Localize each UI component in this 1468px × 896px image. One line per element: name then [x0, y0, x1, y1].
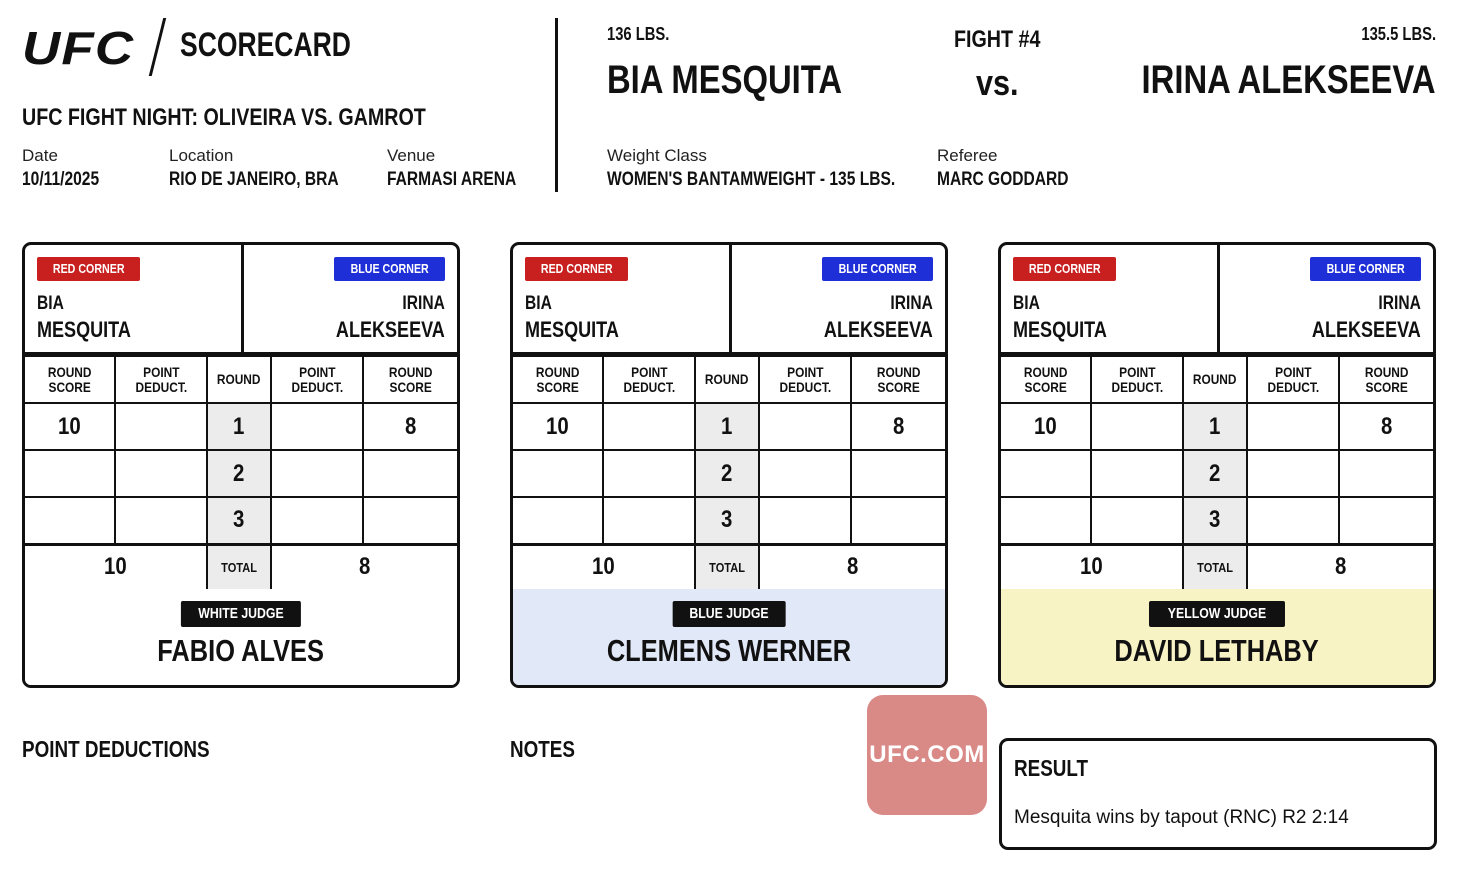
logo-slash-divider [149, 18, 166, 76]
red-round-score: 10 [1001, 403, 1091, 450]
red-total-score: 10 [1001, 544, 1183, 590]
red-corner-first-name: BIA [525, 293, 552, 314]
red-point-deduction [603, 450, 695, 497]
venue-label: Venue [387, 146, 436, 165]
round-number: 1 [695, 403, 759, 450]
red-round-score-header: ROUND SCORE [1001, 356, 1091, 403]
watermark-text: UFC.COM [869, 741, 985, 768]
red-round-score [1001, 450, 1091, 497]
ufc-scorecard-logo [22, 18, 351, 78]
red-point-deduction [603, 403, 695, 450]
notes-title: NOTES [510, 736, 575, 762]
red-corner-last-name: MESQUITA [525, 317, 619, 342]
red-point-deduction [115, 450, 207, 497]
score-table [25, 355, 457, 592]
score-header-row [25, 356, 457, 403]
red-corner-first-name: BIA [1013, 293, 1040, 314]
venue-value: FARMASI ARENA [387, 169, 517, 190]
result-title: RESULT [1014, 755, 1089, 781]
red-point-deduct-header: POINT DEDUCT. [1091, 356, 1183, 403]
blue-corner-last-name: ALEKSEEVA [824, 317, 933, 342]
round-number: 2 [695, 450, 759, 497]
blue-fighter-weight: 135.5 LBS. [1361, 24, 1436, 44]
red-point-deduct-header: POINT DEDUCT. [115, 356, 207, 403]
event-name: UFC FIGHT NIGHT: OLIVEIRA VS. GAMROT [22, 104, 426, 131]
total-label: TOTAL [1183, 544, 1247, 590]
red-round-score: 10 [25, 403, 115, 450]
red-corner-last-name: MESQUITA [1013, 317, 1107, 342]
blue-point-deduction [271, 450, 363, 497]
red-point-deduction [115, 403, 207, 450]
blue-point-deduction [271, 497, 363, 544]
blue-round-score [851, 450, 945, 497]
weight-class-label: Weight Class [607, 146, 707, 165]
blue-total-score: 8 [1247, 544, 1433, 590]
red-round-score-header: ROUND SCORE [513, 356, 603, 403]
blue-round-score: 8 [851, 403, 945, 450]
blue-point-deduct-header: POINT DEDUCT. [1247, 356, 1339, 403]
round-row [25, 450, 457, 497]
red-corner-fighter [525, 291, 619, 343]
score-table [1001, 355, 1433, 592]
blue-round-score-header: ROUND SCORE [1339, 356, 1433, 403]
blue-corner-last-name: ALEKSEEVA [1312, 317, 1421, 342]
scorecard-title: SCORECARD [180, 26, 351, 64]
round-row [25, 403, 457, 450]
blue-corner-first-name: IRINA [890, 293, 933, 314]
judge-name: CLEMENS WERNER [606, 633, 852, 668]
blue-point-deduct-header: POINT DEDUCT. [759, 356, 851, 403]
red-point-deduction [1091, 450, 1183, 497]
total-label: TOTAL [695, 544, 759, 590]
round-header: ROUND [1183, 356, 1247, 403]
result-text: Mesquita wins by tapout (RNC) R2 2:14 [1014, 807, 1349, 828]
blue-corner-first-name: IRINA [402, 293, 445, 314]
date-value: 10/11/2025 [22, 169, 100, 190]
red-total-score: 10 [513, 544, 695, 590]
red-round-score: 10 [513, 403, 603, 450]
red-corner-last-name: MESQUITA [37, 317, 131, 342]
red-point-deduct-header: POINT DEDUCT. [603, 356, 695, 403]
blue-round-score [363, 450, 457, 497]
date-label: Date [22, 146, 58, 165]
round-row [1001, 403, 1433, 450]
red-corner-badge: RED CORNER [525, 257, 628, 281]
blue-point-deduction [759, 497, 851, 544]
round-row [1001, 450, 1433, 497]
total-row [25, 544, 457, 590]
round-number: 3 [207, 497, 271, 544]
red-round-score [1001, 497, 1091, 544]
referee-value: MARC GODDARD [937, 169, 1069, 190]
judge-label-badge: BLUE JUDGE [673, 601, 786, 627]
blue-round-score-header: ROUND SCORE [363, 356, 457, 403]
header-divider [555, 18, 558, 192]
blue-round-score [1339, 497, 1433, 544]
ufc-logo-text: UFC [22, 22, 135, 74]
red-corner-badge: RED CORNER [1013, 257, 1116, 281]
score-table [513, 355, 945, 592]
blue-corner-fighter [824, 291, 933, 343]
judge-label-badge: YELLOW JUDGE [1149, 601, 1285, 627]
corner-header [25, 245, 457, 355]
blue-round-score-header: ROUND SCORE [851, 356, 945, 403]
blue-point-deduction [759, 450, 851, 497]
result-box [999, 738, 1437, 850]
location-label: Location [169, 146, 234, 165]
blue-point-deduction [759, 403, 851, 450]
score-header-row [513, 356, 945, 403]
fight-number: FIGHT #4 [954, 26, 1041, 53]
judge-footer [1001, 589, 1433, 685]
red-corner-first-name: BIA [37, 293, 64, 314]
point-deductions-title: POINT DEDUCTIONS [22, 736, 210, 762]
corner-split [1217, 245, 1220, 352]
round-row [1001, 497, 1433, 544]
corner-header [1001, 245, 1433, 355]
red-point-deduction [1091, 403, 1183, 450]
blue-round-score: 8 [363, 403, 457, 450]
referee-label: Referee [937, 146, 998, 165]
blue-point-deduct-header: POINT DEDUCT. [271, 356, 363, 403]
red-fighter-name: BIA MESQUITA [607, 58, 843, 102]
judge-name: FABIO ALVES [157, 633, 325, 668]
round-row [513, 403, 945, 450]
weight-class-value: WOMEN'S BANTAMWEIGHT - 135 LBS. [607, 169, 896, 190]
blue-round-score [851, 497, 945, 544]
corner-header [513, 245, 945, 355]
blue-corner-first-name: IRINA [1378, 293, 1421, 314]
round-number: 2 [1183, 450, 1247, 497]
judge-footer [513, 589, 945, 685]
judge-label-badge: WHITE JUDGE [181, 601, 301, 627]
round-header: ROUND [695, 356, 759, 403]
red-round-score [513, 497, 603, 544]
red-round-score [513, 450, 603, 497]
blue-corner-badge: BLUE CORNER [822, 257, 933, 281]
blue-total-score: 8 [271, 544, 457, 590]
judge-scorecard-white [22, 242, 460, 688]
blue-round-score: 8 [1339, 403, 1433, 450]
red-fighter-weight: 136 LBS. [607, 24, 670, 44]
judge-scorecard-blue [510, 242, 948, 688]
judge-footer [25, 589, 457, 685]
round-number: 2 [207, 450, 271, 497]
round-row [513, 497, 945, 544]
red-point-deduction [115, 497, 207, 544]
blue-round-score [363, 497, 457, 544]
location-value: RIO DE JANEIRO, BRA [169, 169, 339, 190]
corner-split [729, 245, 732, 352]
red-round-score [25, 497, 115, 544]
versus-label: vs. [976, 62, 1019, 103]
round-number: 3 [1183, 497, 1247, 544]
blue-corner-badge: BLUE CORNER [1310, 257, 1421, 281]
ufc-com-watermark [867, 695, 987, 815]
red-corner-badge: RED CORNER [37, 257, 140, 281]
total-row [1001, 544, 1433, 590]
round-number: 1 [207, 403, 271, 450]
red-round-score-header: ROUND SCORE [25, 356, 115, 403]
blue-fighter-name: IRINA ALEKSEEVA [1141, 58, 1436, 102]
round-number: 3 [695, 497, 759, 544]
blue-point-deduction [1247, 497, 1339, 544]
round-row [25, 497, 457, 544]
blue-point-deduction [271, 403, 363, 450]
blue-point-deduction [1247, 403, 1339, 450]
blue-point-deduction [1247, 450, 1339, 497]
corner-split [241, 245, 244, 352]
red-corner-fighter [1013, 291, 1107, 343]
blue-corner-badge: BLUE CORNER [334, 257, 445, 281]
round-row [513, 450, 945, 497]
red-round-score [25, 450, 115, 497]
blue-total-score: 8 [759, 544, 945, 590]
blue-corner-fighter [336, 291, 445, 343]
blue-corner-last-name: ALEKSEEVA [336, 317, 445, 342]
judge-scorecard-yellow [998, 242, 1436, 688]
red-total-score: 10 [25, 544, 207, 590]
score-header-row [1001, 356, 1433, 403]
blue-round-score [1339, 450, 1433, 497]
round-number: 1 [1183, 403, 1247, 450]
red-corner-fighter [37, 291, 131, 343]
red-point-deduction [603, 497, 695, 544]
round-header: ROUND [207, 356, 271, 403]
judge-name: DAVID LETHABY [1114, 633, 1320, 668]
red-point-deduction [1091, 497, 1183, 544]
total-row [513, 544, 945, 590]
total-label: TOTAL [207, 544, 271, 590]
blue-corner-fighter [1312, 291, 1421, 343]
